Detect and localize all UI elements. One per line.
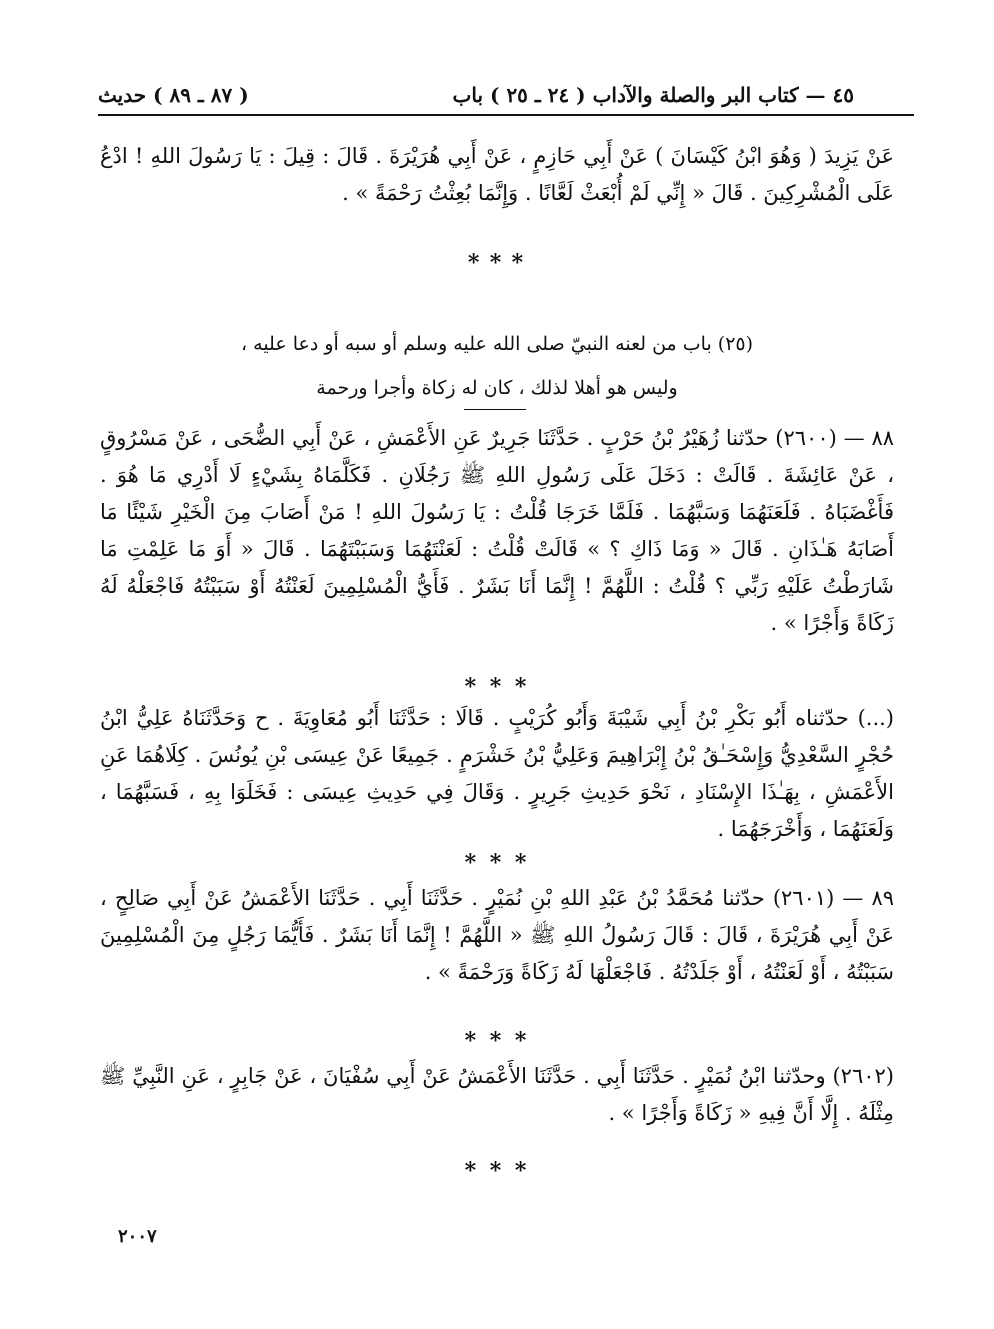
section-separator: * * * — [467, 250, 527, 276]
hadith-2602 — [100, 1058, 894, 1132]
paragraph: ٨٩ — (٢٦٠١) حدّثنا مُحَمَّدُ بْنُ عَبْدِ اللهِ بْنِ نُمَيْرٍ . حَدَّثَنَا أَبِي . حَدَّثَنَا الأَعْمَشُ عَنْ أَبِي صَالِحٍ ، عَنْ أَبِي هُرَيْرَةَ ، قَالَ : قَالَ رَسُولُ اللهِ ﷺ « اللَّهُمَّ ! إِنَّمَا أَنَا بَشَرٌ . فَأَيُّمَا رَجُلٍ مِنَ الْمُسْلِمِينَ سَبَبْتُهُ ، أَوْ لَعَنْتُهُ ، أَوْ جَلَدْتُهُ . فَاجْعَلْهَا لَهُ زَكَاةً وَرَحْمَةً » . — [100, 886, 895, 984]
hadith-88 — [100, 420, 894, 642]
section-separator: * * * — [464, 1028, 530, 1054]
running-header — [98, 80, 854, 110]
section-separator: * * * — [464, 1158, 530, 1184]
paragraph: عَنْ يَزِيدَ ( وَهُوَ ابْنُ كَيْسَانَ ) عَنْ أَبِي حَازِمٍ ، عَنْ أَبِي هُرَيْرَةَ . قَالَ : قِيلَ : يَا رَسُولَ اللهِ ! ادْعُ عَلَى الْمُشْرِكِينَ . قَالَ « إِنِّي لَمْ أُبْعَثْ لَعَّانًا . وَإِنَّمَا بُعِثْتُ رَحْمَةً » . — [100, 144, 894, 205]
chapter-rule — [464, 409, 526, 410]
paragraph: (...) حدّثناه أَبُو بَكْرِ بْنُ أَبِي شَيْبَةَ وَأَبُو كُرَيْبٍ . قَالَا : حَدَّثَنَا أَبُو مُعَاوِيَةَ . ح وَحَدَّثَنَاهُ عَلِيُّ ابْنُ حُجْرٍ السَّعْدِيُّ وَإِسْحَـٰقُ بْنُ إِبْرَاهِيمَ وَعَلِيُّ بْنُ خَشْرَمٍ . جَمِيعًا عَنْ عِيسَى بْنِ يُونُسَ . كِلَاهُمَا عَنِ الأَعْمَشِ ، بِهَـٰذَا الإِسْنَادِ ، نَحْوَ حَدِيثِ جَرِيرٍ . وَقَالَ فِي حَدِيثِ عِيسَى : فَخَلَوَا بِهِ ، فَسَبَّهُمَا ، وَلَعَنَهُمَا ، وَأَخْرَجَهُمَا . — [100, 706, 894, 841]
chapter-heading-line: وليس هو أهلا لذلك ، كان له زكاة وأجرا ورحمة — [316, 377, 678, 399]
section-separator: * * * — [464, 674, 530, 700]
header-rule — [98, 114, 914, 116]
header-hadith-range: ( ٨٧ ـ ٨٩ ) حديث — [98, 83, 249, 107]
page-number: ٢٠٠٧ — [118, 1226, 157, 1247]
paragraph: (٢٦٠٢) وحدّثنا ابْنُ نُمَيْرٍ . حَدَّثَنَا أَبِي . حَدَّثَنَا الأَعْمَشُ عَنْ أَبِي سُفْيَانَ ، عَنْ جَابِرٍ ، عَنِ النَّبِيِّ ﷺ مِثْلَهُ . إِلَّا أَنَّ فِيهِ « زَكَاةً وَأَجْرًا » . — [100, 1064, 894, 1125]
hadith-89 — [100, 880, 894, 991]
header-chapter-title: ٤٥ — كتاب البر والصلة والآداب ( ٢٤ ـ ٢٥ ) باب — [452, 83, 854, 107]
section-separator: * * * — [464, 850, 530, 876]
chapter-heading — [150, 322, 844, 410]
paragraph: ٨٨ — (٢٦٠٠) حدّثنا زُهَيْرُ بْنُ حَرْبٍ . حَدَّثَنَا جَرِيرٌ عَنِ الأَعْمَشِ ، عَنْ أَبِي الضُّحَى ، عَنْ مَسْرُوقٍ ، عَنْ عَائِشَةَ . قَالَتْ : دَخَلَ عَلَى رَسُولِ اللهِ ﷺ رَجُلَانِ . فَكَلَّمَاهُ بِشَيْءٍ لَا أَدْرِي مَا هُوَ . فَأَغْضَبَاهُ . فَلَعَنَهُمَا وَسَبَّهُمَا . فَلَمَّا خَرَجَا قُلْتُ : يَا رَسُولَ اللهِ ! مَنْ أَصَابَ مِنَ الْخَيْرِ شَيْئًا مَا أَصَابَهُ هَـٰذَانِ . قَالَ « وَمَا ذَاكِ ؟ » قَالَتْ قُلْتُ : لَعَنْتَهُمَا وَسَبَبْتَهُمَا . قَالَ « أَوَ مَا عَلِمْتِ مَا شَارَطْتُ عَلَيْهِ رَبِّي ؟ قُلْتُ : اللَّهُمَّ ! إِنَّمَا أَنَا بَشَرٌ . فَأَيُّ الْمُسْلِمِينَ لَعَنْتُهُ أَوْ سَبَبْتُهُ فَاجْعَلْهُ لَهُ زَكَاةً وَأَجْرًا » . — [100, 426, 895, 635]
chapter-heading-line: (٢٥) باب من لعنه النبيّ صلى الله عليه وسلم أو سبه أو دعا عليه ، — [240, 333, 754, 355]
hadith-continuation — [100, 138, 894, 212]
hadith-88-variant — [100, 700, 894, 848]
